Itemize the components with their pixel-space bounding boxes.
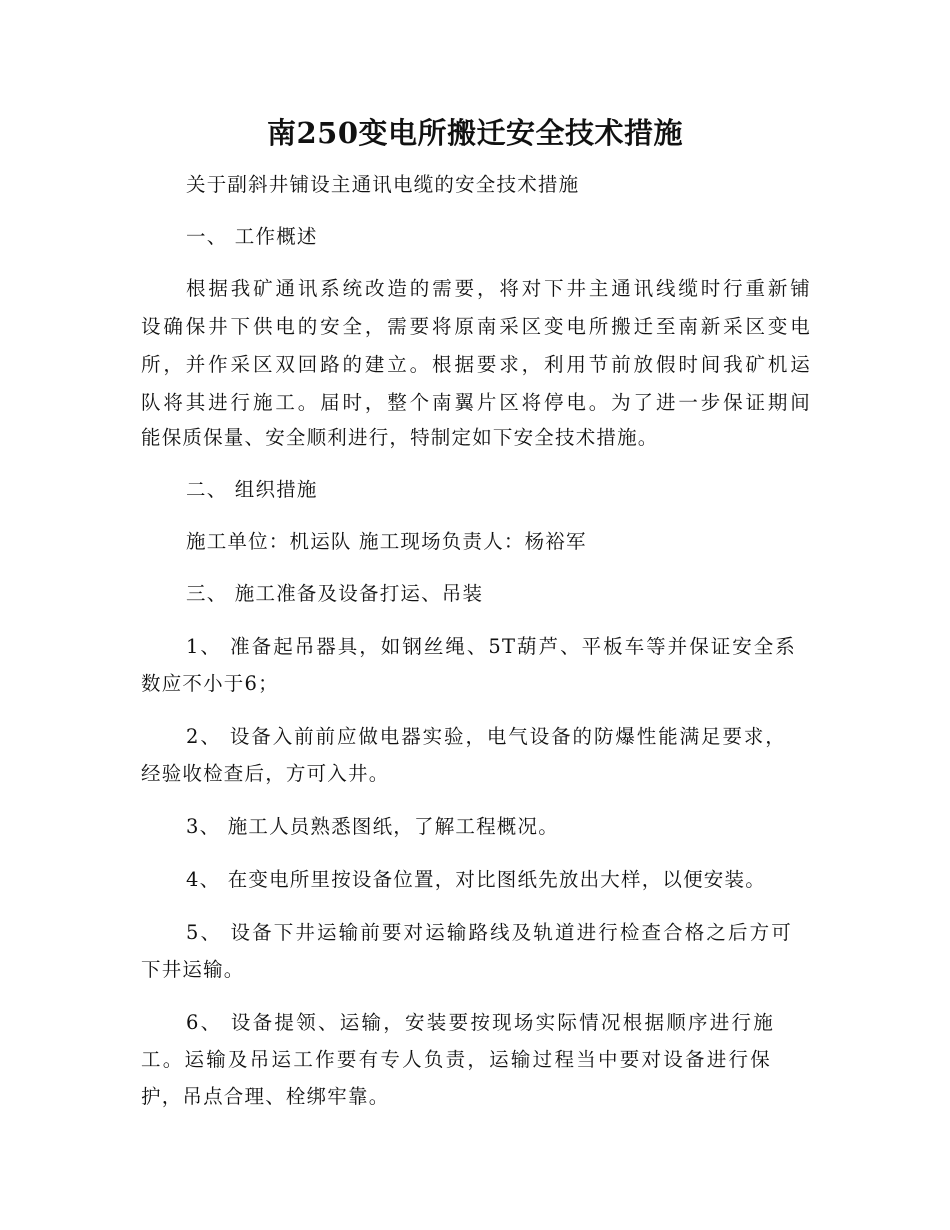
subtitle: 关于副斜井铺设主通讯电缆的安全技术措施: [186, 173, 580, 196]
paragraph-line: 设确保井下供电的安全，需要将原南采区变电所搬迁至南新采区变电: [141, 315, 811, 338]
list-item-line: 5、 设备下井运输前要对运输路线及轨道进行检查合格之后方可: [186, 921, 792, 944]
list-item-line: 护，吊点合理、栓绑牢靠。: [141, 1085, 390, 1108]
list-item-line: 数应不小于6；: [141, 672, 279, 695]
paragraph-line: 能保质保量、安全顺利进行，特制定如下安全技术措施。: [141, 426, 659, 449]
list-item-line: 下井运输。: [141, 958, 245, 981]
paragraph-line: 队将其进行施工。届时，整个南翼片区将停电。为了进一步保证期间: [141, 391, 811, 414]
list-item-line: 工。运输及吊运工作要有专人负责，运输过程当中要对设备进行保: [141, 1048, 771, 1071]
section-heading-organization: 二、 组织措施: [186, 478, 318, 501]
organization-line: 施工单位：机运队 施工现场负责人：杨裕军: [186, 530, 587, 553]
list-item-line: 4、 在变电所里按设备位置，对比图纸先放出大样，以便安装。: [186, 868, 766, 891]
list-item-line: 1、 准备起吊器具，如钢丝绳、5T葫芦、平板车等并保证安全系: [186, 635, 796, 658]
list-item-line: 3、 施工人员熟悉图纸，了解工程概况。: [186, 815, 559, 838]
section-heading-overview: 一、 工作概述: [186, 225, 318, 248]
list-item-line: 6、 设备提领、运输，安装要按现场实际情况根据顺序进行施: [186, 1011, 774, 1034]
list-item-line: 经验收检查后，方可入井。: [141, 762, 390, 785]
document-title: 南250变电所搬迁安全技术措施: [266, 116, 684, 150]
section-heading-preparation: 三、 施工准备及设备打运、吊装: [186, 582, 484, 605]
paragraph-line: 所，并作采区双回路的建立。根据要求，利用节前放假时间我矿机运: [141, 353, 811, 376]
list-item-line: 2、 设备入前前应做电器实验，电气设备的防爆性能满足要求，: [186, 725, 786, 748]
paragraph-line: 根据我矿通讯系统改造的需要，将对下井主通讯线缆时行重新铺: [186, 277, 811, 300]
